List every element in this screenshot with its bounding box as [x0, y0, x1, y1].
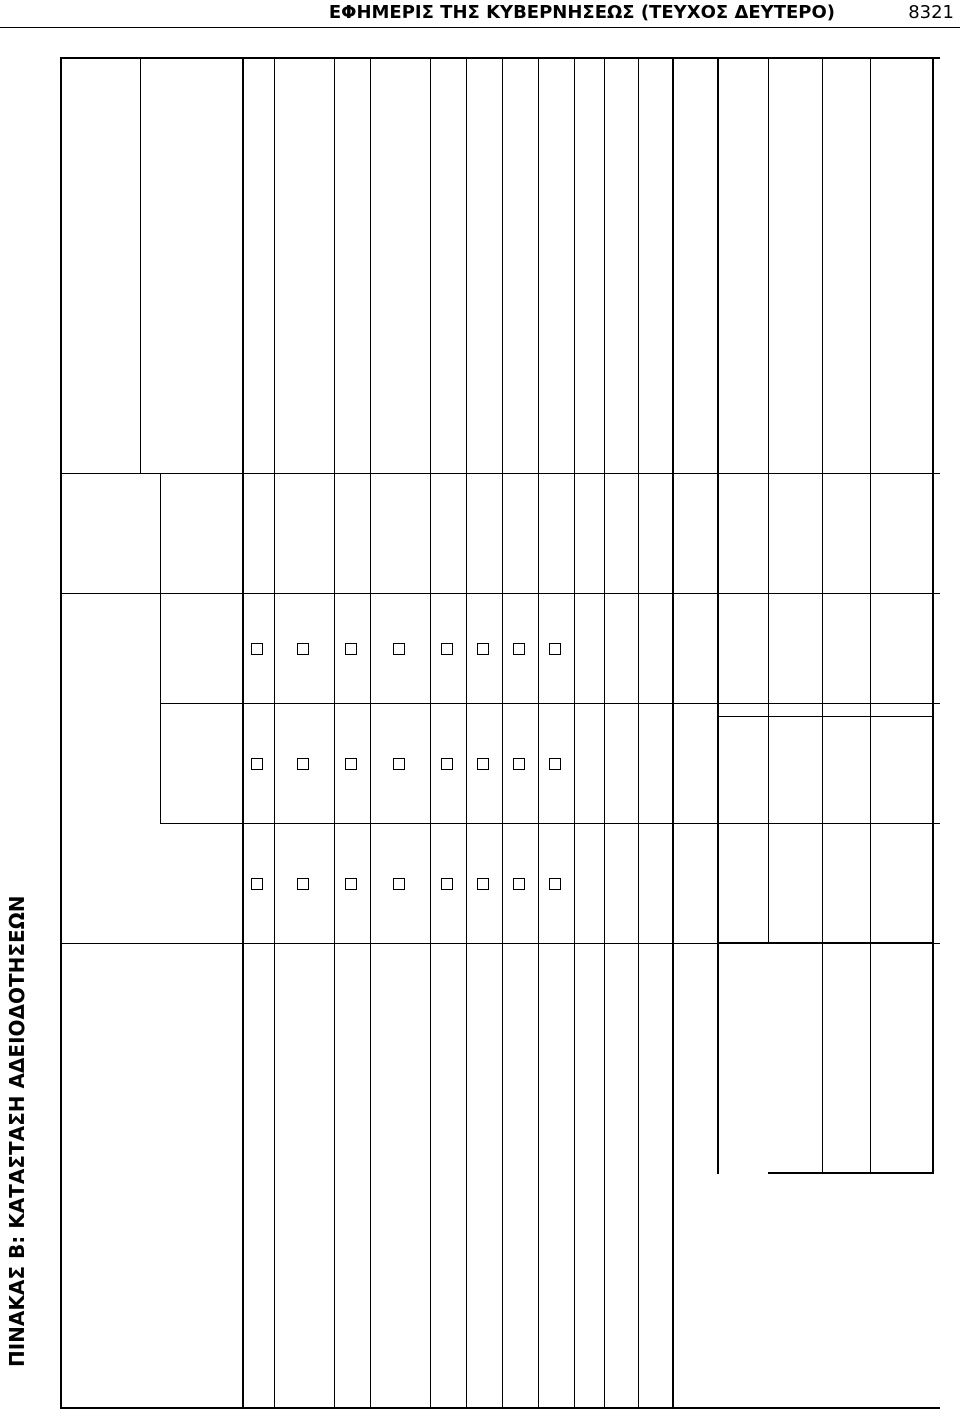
checkbox-not-done[interactable]: [477, 758, 489, 770]
checkbox-done[interactable]: [297, 878, 309, 890]
checkbox-not-required[interactable]: [549, 643, 561, 655]
h-rule: [538, 59, 539, 1409]
checkbox-not-required[interactable]: [393, 643, 405, 655]
checkbox-not-required[interactable]: [441, 643, 453, 655]
gazette-header-title: ΕΦΗΜΕΡΙΣ ΤΗΣ ΚΥΒΕΡΝΗΣΕΩΣ (ΤΕΥΧΟΣ ΔΕΥΤΕΡΟ): [328, 2, 835, 23]
h-rule: [870, 59, 871, 1174]
checkbox-not-required[interactable]: [477, 643, 489, 655]
h-rule: [242, 59, 244, 1409]
signature-field[interactable]: [770, 719, 820, 942]
checkbox-not-done[interactable]: [393, 758, 405, 770]
checkbox-not-required[interactable]: [345, 643, 357, 655]
signature-field[interactable]: [872, 61, 930, 715]
checkbox-done[interactable]: [441, 878, 453, 890]
checkbox-not-required[interactable]: [297, 643, 309, 655]
h-rule: [574, 59, 575, 1409]
checkbox-not-done[interactable]: [441, 758, 453, 770]
table-title: ΠΙΝΑΚΑΣ Β: ΚΑΤΑΣΤΑΣΗ ΑΔΕΙΟΔΟΤΗΣΕΩΝ: [5, 895, 29, 1367]
page-number: 8321: [908, 2, 954, 23]
signature-field[interactable]: [824, 61, 868, 715]
signature-field[interactable]: [824, 719, 868, 942]
h-rule: [140, 59, 141, 474]
v-rule: [717, 942, 932, 944]
checkbox-done[interactable]: [251, 878, 263, 890]
h-rule: [370, 59, 371, 1409]
checkbox-not-done[interactable]: [513, 758, 525, 770]
h-rule: [430, 59, 431, 1409]
h-rule: [822, 59, 823, 1174]
h-rule: [638, 59, 639, 1409]
v-rule: [717, 57, 932, 59]
h-rule: [60, 59, 62, 1409]
checkbox-not-done[interactable]: [297, 758, 309, 770]
v-rule: [160, 823, 940, 824]
checkbox-done[interactable]: [549, 878, 561, 890]
checkbox-done[interactable]: [393, 878, 405, 890]
h-rule: [334, 59, 335, 1409]
signature-field[interactable]: [872, 719, 930, 942]
h-rule: [502, 59, 503, 1409]
v-rule: [717, 716, 932, 717]
checkbox-not-done[interactable]: [549, 758, 561, 770]
checkbox-not-done[interactable]: [345, 758, 357, 770]
signature-field[interactable]: [770, 61, 820, 715]
checkbox-not-required[interactable]: [251, 643, 263, 655]
h-rule: [932, 59, 934, 1174]
v-rule: [768, 1172, 932, 1174]
h-rule: [160, 474, 161, 824]
h-rule: [768, 59, 769, 944]
checkbox-not-done[interactable]: [251, 758, 263, 770]
checkbox-not-required[interactable]: [513, 643, 525, 655]
v-rule: [160, 703, 940, 704]
v-rule: [60, 1407, 940, 1409]
h-rule: [466, 59, 467, 1409]
h-rule: [604, 59, 605, 1409]
h-rule: [274, 59, 275, 1409]
h-rule: [672, 59, 674, 1409]
checkbox-done[interactable]: [345, 878, 357, 890]
h-rule: [717, 59, 719, 1174]
checkbox-done[interactable]: [513, 878, 525, 890]
checkbox-done[interactable]: [477, 878, 489, 890]
